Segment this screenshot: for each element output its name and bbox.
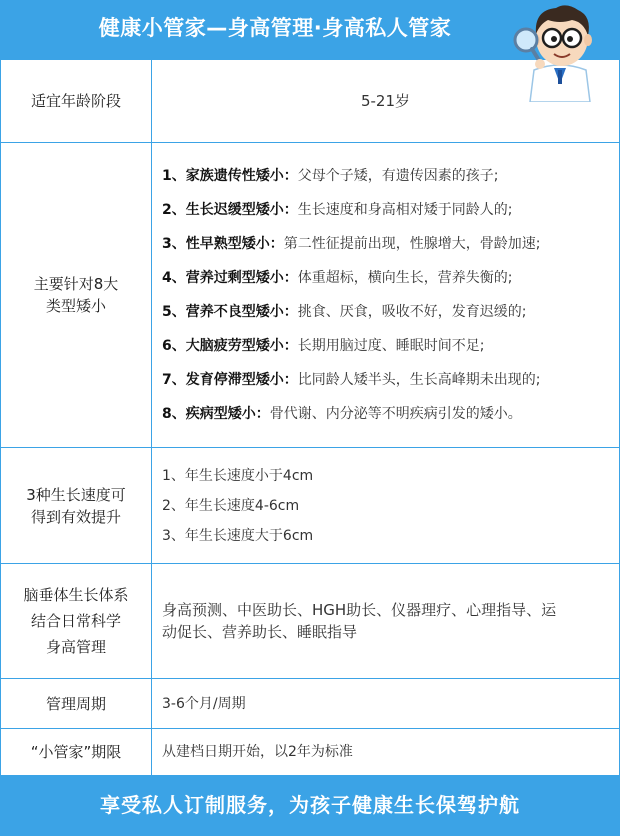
row-label-system-line1: 脑垂体生长体系 — [23, 586, 129, 604]
type-desc: 第二性征提前出现，性腺增大，骨龄加速; — [283, 236, 541, 252]
table-row-cycle — [1, 679, 620, 729]
type-name: 2、生长迟缓型矮小： — [162, 202, 298, 218]
table-row-system — [1, 564, 620, 679]
row-label-types-line1: 主要针对8大 — [33, 275, 119, 293]
list-item — [162, 329, 609, 363]
table-row-speed — [1, 448, 620, 564]
system-line1: 身高预测、中医助长、HGH助长、仪器理疗、心理指导、运 — [162, 601, 557, 619]
row-value-system — [152, 564, 620, 679]
row-label-speed — [1, 448, 152, 564]
type-name: 8、疾病型矮小： — [162, 406, 270, 422]
row-label-system-line2: 结合日常科学 — [30, 612, 121, 630]
type-name: 1、家族遗传性矮小： — [162, 168, 298, 184]
list-item: 2、年生长速度4-6cm — [162, 497, 300, 514]
row-value-cycle: 3-6个月/周期 — [152, 679, 620, 729]
list-item — [162, 261, 609, 295]
list-item — [162, 363, 609, 397]
list-item — [162, 227, 609, 261]
row-label-types — [1, 143, 152, 448]
list-item — [162, 397, 609, 431]
table-row-term — [1, 729, 620, 776]
list-item: 3、年生长速度大于6cm — [162, 527, 314, 544]
type-name: 6、大脑疲劳型矮小： — [162, 338, 298, 354]
row-label-age: 适宜年龄阶段 — [1, 60, 152, 143]
list-item — [162, 193, 609, 227]
type-desc: 骨代谢、内分泌等不明疾病引发的矮小。 — [269, 406, 522, 422]
doctor-mascot-icon — [512, 0, 608, 102]
footer-slogan: 享受私人订制服务，为孩子健康生长保驾护航 — [0, 775, 620, 836]
row-value-types — [152, 143, 620, 448]
list-item — [162, 159, 609, 193]
type-desc: 父母个子矮，有遗传因素的孩子; — [297, 168, 499, 184]
list-item: 1、年生长速度小于4cm — [162, 467, 314, 484]
row-label-speed-line1: 3种生长速度可 — [26, 485, 126, 504]
type-name: 3、性早熟型矮小： — [162, 236, 284, 252]
shortness-type-list — [162, 159, 609, 431]
type-desc: 长期用脑过度、睡眠时间不足; — [297, 338, 485, 354]
info-table — [0, 59, 620, 776]
type-name: 5、营养不良型矮小： — [162, 304, 298, 320]
list-item — [162, 295, 609, 329]
row-label-system — [1, 564, 152, 679]
row-label-cycle: 管理周期 — [1, 679, 152, 729]
type-desc: 比同龄人矮半头，生长高峰期未出现的; — [297, 372, 541, 388]
table-row-types — [1, 143, 620, 448]
row-value-age: 5-21岁 — [152, 60, 620, 143]
row-value-speed — [152, 448, 620, 564]
row-label-types-line2: 类型矮小 — [45, 297, 106, 315]
page-title: 健康小管家—身高管理·身高私人管家 — [98, 16, 452, 40]
growth-speed-list — [162, 461, 609, 551]
type-desc: 挑食、厌食，吸收不好，发育迟缓的; — [297, 304, 527, 320]
type-desc: 生长速度和身高相对矮于同龄人的; — [297, 202, 513, 218]
row-label-speed-line2: 得到有效提升 — [30, 507, 121, 526]
type-name: 7、发育停滞型矮小： — [162, 372, 298, 388]
type-desc: 体重超标，横向生长，营养失衡的; — [297, 270, 513, 286]
row-value-term: 从建档日期开始，以2年为标准 — [152, 729, 620, 776]
system-line2: 动促长、营养助长、睡眠指导 — [162, 623, 358, 641]
type-name: 4、营养过剩型矮小： — [162, 270, 298, 286]
row-label-system-line3: 身高管理 — [45, 638, 106, 656]
row-label-term: “小管家”期限 — [1, 729, 152, 776]
